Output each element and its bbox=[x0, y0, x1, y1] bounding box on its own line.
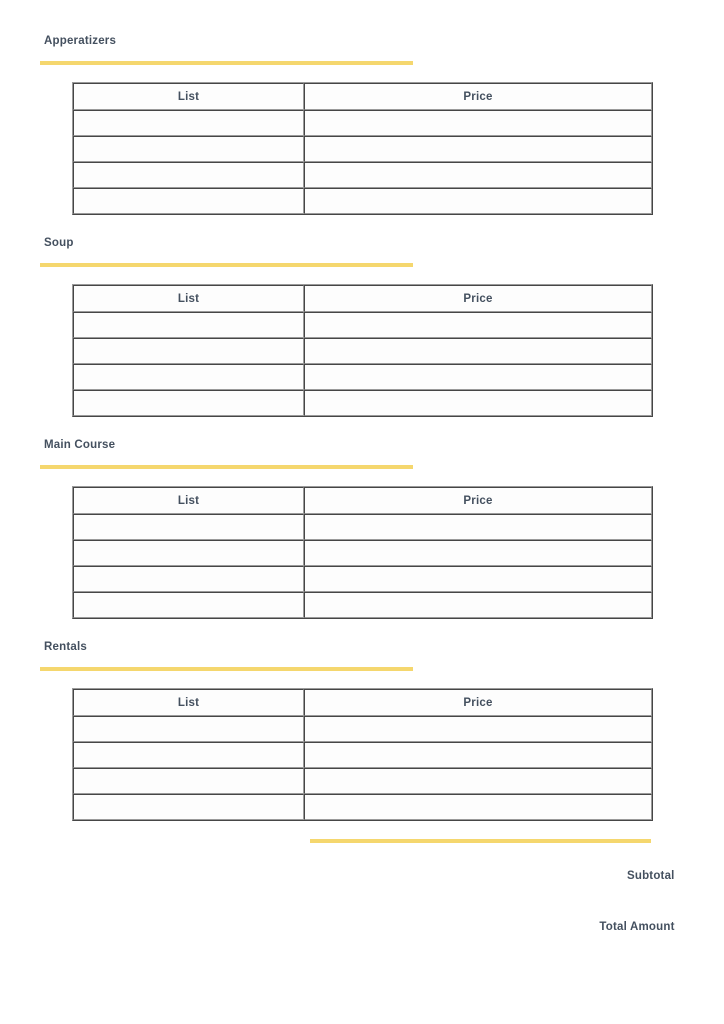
cell-price[interactable] bbox=[304, 162, 652, 188]
cell-price[interactable] bbox=[304, 716, 652, 742]
table-head bbox=[73, 83, 652, 110]
table-row bbox=[73, 742, 652, 768]
table-body bbox=[73, 514, 652, 618]
table-header-row bbox=[73, 285, 652, 312]
column-header-price: Price bbox=[304, 83, 652, 110]
menu-section-apperatizers bbox=[0, 34, 724, 215]
section-heading: Rentals bbox=[44, 641, 87, 653]
column-header-price: Price bbox=[304, 487, 652, 514]
menu-table-wrapper bbox=[72, 688, 651, 821]
cell-list[interactable] bbox=[73, 566, 304, 592]
column-header-price: Price bbox=[304, 689, 652, 716]
table-row bbox=[73, 566, 652, 592]
section-heading: Apperatizers bbox=[44, 35, 117, 47]
cell-price[interactable] bbox=[304, 592, 652, 618]
table-head bbox=[73, 285, 652, 312]
cell-list[interactable] bbox=[73, 110, 304, 136]
menu-table-wrapper bbox=[72, 82, 651, 215]
table-header-row bbox=[73, 689, 652, 716]
cell-list[interactable] bbox=[73, 592, 304, 618]
cell-price[interactable] bbox=[304, 188, 652, 214]
section-divider-rule bbox=[40, 263, 413, 267]
cell-list[interactable] bbox=[73, 514, 304, 540]
column-header-list: List bbox=[73, 83, 304, 110]
table-row bbox=[73, 136, 652, 162]
cell-price[interactable] bbox=[304, 390, 652, 416]
menu-table bbox=[72, 82, 653, 215]
cell-price[interactable] bbox=[304, 566, 652, 592]
column-header-list: List bbox=[73, 487, 304, 514]
cell-list[interactable] bbox=[73, 540, 304, 566]
table-body bbox=[73, 110, 652, 214]
table-row bbox=[73, 716, 652, 742]
cell-price[interactable] bbox=[304, 742, 652, 768]
table-body bbox=[73, 716, 652, 820]
cell-price[interactable] bbox=[304, 110, 652, 136]
cell-price[interactable] bbox=[304, 136, 652, 162]
section-divider-rule bbox=[40, 61, 413, 65]
table-row bbox=[73, 592, 652, 618]
section-divider-rule bbox=[40, 667, 413, 671]
table-head bbox=[73, 689, 652, 716]
table-row bbox=[73, 794, 652, 820]
cell-list[interactable] bbox=[73, 136, 304, 162]
cell-list[interactable] bbox=[73, 312, 304, 338]
cell-list[interactable] bbox=[73, 364, 304, 390]
cell-price[interactable] bbox=[304, 364, 652, 390]
totals-block bbox=[0, 839, 724, 933]
table-row bbox=[73, 312, 652, 338]
table-head bbox=[73, 487, 652, 514]
cell-list[interactable] bbox=[73, 162, 304, 188]
table-row bbox=[73, 110, 652, 136]
table-row bbox=[73, 162, 652, 188]
column-header-price: Price bbox=[304, 285, 652, 312]
section-heading: Soup bbox=[44, 237, 74, 249]
table-row bbox=[73, 338, 652, 364]
table-body bbox=[73, 312, 652, 416]
cell-price[interactable] bbox=[304, 338, 652, 364]
menu-table bbox=[72, 486, 653, 619]
totals-divider-rule bbox=[310, 839, 651, 843]
cell-price[interactable] bbox=[304, 768, 652, 794]
cell-list[interactable] bbox=[73, 716, 304, 742]
cell-price[interactable] bbox=[304, 312, 652, 338]
menu-section-soup bbox=[0, 236, 724, 417]
table-row bbox=[73, 188, 652, 214]
cell-list[interactable] bbox=[73, 338, 304, 364]
cell-price[interactable] bbox=[304, 514, 652, 540]
cell-list[interactable] bbox=[73, 390, 304, 416]
menu-table bbox=[72, 688, 653, 821]
subtotal-row bbox=[0, 870, 724, 882]
cell-list[interactable] bbox=[73, 742, 304, 768]
column-header-list: List bbox=[73, 689, 304, 716]
table-row bbox=[73, 390, 652, 416]
section-divider-rule bbox=[40, 465, 413, 469]
menu-table-wrapper bbox=[72, 284, 651, 417]
table-row bbox=[73, 514, 652, 540]
menu-table bbox=[72, 284, 653, 417]
section-heading: Main Course bbox=[44, 439, 116, 451]
table-row bbox=[73, 540, 652, 566]
menu-section-rentals bbox=[0, 640, 724, 821]
total-amount-label: Total Amount bbox=[599, 921, 675, 933]
cell-price[interactable] bbox=[304, 540, 652, 566]
menu-section-main-course bbox=[0, 438, 724, 619]
cell-list[interactable] bbox=[73, 188, 304, 214]
cell-list[interactable] bbox=[73, 794, 304, 820]
table-header-row bbox=[73, 83, 652, 110]
table-row bbox=[73, 364, 652, 390]
cell-list[interactable] bbox=[73, 768, 304, 794]
menu-table-wrapper bbox=[72, 486, 651, 619]
column-header-list: List bbox=[73, 285, 304, 312]
subtotal-label: Subtotal bbox=[626, 870, 675, 882]
table-header-row bbox=[73, 487, 652, 514]
total-amount-row bbox=[0, 921, 724, 933]
table-row bbox=[73, 768, 652, 794]
cell-price[interactable] bbox=[304, 794, 652, 820]
